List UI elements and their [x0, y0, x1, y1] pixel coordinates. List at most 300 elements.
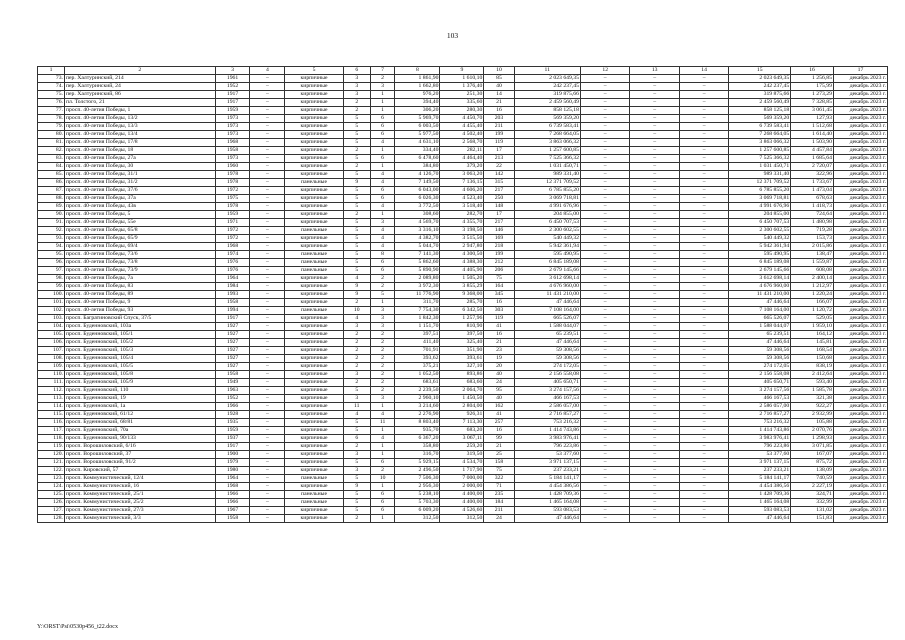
table-row [38, 299, 888, 307]
table-cell: просп. 40-летия Победы, 73/6 [64, 251, 215, 259]
table-cell: 4 126,70 [395, 171, 440, 179]
table-cell: 4 [370, 235, 395, 243]
table-cell: 5 929,15 [395, 459, 440, 467]
table-cell: – [679, 131, 728, 139]
table-cell: кирпичные [285, 283, 343, 291]
table-cell: 2 932,99 [791, 411, 834, 419]
table-row [38, 371, 888, 379]
table-cell: 1973 [215, 115, 250, 123]
table-cell: 92. [38, 227, 65, 235]
table-cell: 59 308,56 [514, 355, 580, 363]
table-cell: 593 083,53 [514, 507, 580, 515]
table-cell: просп. Буденновский, 1а [64, 403, 215, 411]
table-cell: 719,28 [791, 227, 834, 235]
table-cell: 529,05 [791, 315, 834, 323]
table-cell: 217 [484, 219, 514, 227]
table-cell: просп. 40-летия Победы, 83 [64, 283, 215, 291]
table-row [38, 195, 888, 203]
table-cell: – [250, 83, 285, 91]
table-row [38, 219, 888, 227]
table-cell: 19 [484, 355, 514, 363]
table-cell: – [630, 91, 679, 99]
table-cell: кирпичные [285, 355, 343, 363]
table-cell: 128. [38, 515, 65, 523]
table-cell: – [580, 147, 629, 155]
table-cell: кирпичные [285, 171, 343, 179]
table-cell: 2 156 558,08 [729, 371, 791, 379]
table-cell: 8 803,40 [395, 419, 440, 427]
table-cell: 2 400,14 [791, 275, 834, 283]
table-cell: 4 405,90 [440, 267, 484, 275]
table-cell: 40 [484, 83, 514, 91]
table-cell: 1 685,64 [791, 155, 834, 163]
table-cell: 123. [38, 475, 65, 483]
table-cell: кирпичные [285, 299, 343, 307]
table-cell: – [630, 131, 679, 139]
table-cell: декабрь 2023 г. [833, 83, 887, 91]
table-row [38, 179, 888, 187]
table-cell: 11 776,90 [395, 291, 440, 299]
table-cell: 1 614,40 [791, 131, 834, 139]
table-cell: 4 991 676,96 [514, 203, 580, 211]
table-cell: 3 071,85 [791, 443, 834, 451]
table-cell: 1 414 743,86 [729, 427, 791, 435]
table-cell: 127. [38, 507, 65, 515]
table-cell: 82. [38, 147, 65, 155]
table-cell: 4 464,40 [440, 155, 484, 163]
table-cell: 105,88 [791, 419, 834, 427]
column-number-cell: 9 [440, 67, 484, 75]
table-cell: 2 459 560,49 [729, 99, 791, 107]
table-cell: 9 [343, 179, 370, 187]
table-cell: 162 [484, 403, 514, 411]
table-cell: 6 845 189,08 [514, 259, 580, 267]
table-cell: 5 [343, 427, 370, 435]
table-cell: панельные [285, 307, 343, 315]
table-cell: 858 125,18 [729, 107, 791, 115]
table-cell: 5 [343, 115, 370, 123]
table-cell: 375,21 [395, 363, 440, 371]
table-cell: 1975 [215, 195, 250, 203]
column-number-cell: 13 [630, 67, 679, 75]
table-cell: 119 [484, 139, 514, 147]
table-cell: – [250, 419, 285, 427]
table-cell: 126. [38, 499, 65, 507]
table-cell: 1927 [215, 363, 250, 371]
table-cell: 169 [484, 235, 514, 243]
table-cell: 1972 [215, 235, 250, 243]
table-cell: декабрь 2023 г. [833, 91, 887, 99]
table-cell: – [580, 387, 629, 395]
table-cell: 1958 [215, 371, 250, 379]
table-cell: 2 [343, 379, 370, 387]
table-cell: – [630, 211, 679, 219]
table-cell: – [630, 227, 679, 235]
table-cell: декабрь 2023 г. [833, 99, 887, 107]
table-cell: 105. [38, 331, 65, 339]
table-cell: – [250, 91, 285, 99]
table-cell: – [630, 483, 679, 491]
table-cell: 2 [370, 371, 395, 379]
table-cell: 25 [484, 451, 514, 459]
table-cell: 2 [370, 379, 395, 387]
table-cell: декабрь 2023 г. [833, 387, 887, 395]
table-cell: 7 525 366,32 [514, 155, 580, 163]
table-cell: – [679, 203, 728, 211]
table-cell: 1959 [215, 107, 250, 115]
table-cell: 6 478,60 [395, 155, 440, 163]
table-row [38, 267, 888, 275]
table-cell: 1 [370, 443, 395, 451]
table-cell: 85 [484, 75, 514, 83]
table-cell: – [630, 315, 679, 323]
table-cell: просп. 40-летия Победы, 43в [64, 203, 215, 211]
table-cell: панельные [285, 227, 343, 235]
table-cell: 116. [38, 419, 65, 427]
table-cell: просп. Буденновский, 105/2 [64, 339, 215, 347]
table-cell: – [679, 427, 728, 435]
table-cell: 2 [370, 387, 395, 395]
table-row [38, 339, 888, 347]
table-cell: 4 534,70 [440, 459, 484, 467]
table-cell: 2 156 558,08 [514, 371, 580, 379]
table-cell: – [580, 227, 629, 235]
table-cell: 2 089,80 [395, 275, 440, 283]
table-cell: 119 [484, 315, 514, 323]
table-cell: 113. [38, 395, 65, 403]
table-cell: 97. [38, 267, 65, 275]
table-cell: 740,59 [791, 475, 834, 483]
table-cell: – [580, 123, 629, 131]
table-cell: 1966 [215, 403, 250, 411]
table-row [38, 347, 888, 355]
table-cell: 6 [343, 435, 370, 443]
table-cell: 5 [343, 195, 370, 203]
table-cell: 319,50 [440, 451, 484, 459]
table-cell: 6 367,20 [395, 435, 440, 443]
table-cell: 1927 [215, 323, 250, 331]
table-cell: просп. Буденновский, 110 [64, 387, 215, 395]
table-cell: 1958 [215, 299, 250, 307]
table-cell: 1928 [215, 411, 250, 419]
table-cell: 6 003,50 [395, 123, 440, 131]
table-cell: 1980 [215, 467, 250, 475]
table-cell: 3 [370, 83, 395, 91]
table-cell: 211 [484, 123, 514, 131]
table-cell: 5 [343, 139, 370, 147]
table-cell: 242 237,45 [729, 83, 791, 91]
table-cell: 2 716 857,27 [514, 411, 580, 419]
table-cell: – [580, 347, 629, 355]
table-cell: – [679, 235, 728, 243]
table-cell: 5 [343, 227, 370, 235]
table-cell: 153,73 [791, 235, 834, 243]
table-cell: 1 [370, 107, 395, 115]
table-cell: 131,02 [791, 507, 834, 515]
table-cell: – [580, 163, 629, 171]
table-cell: 6 845 189,08 [729, 259, 791, 267]
table-cell: кирпичные [285, 443, 343, 451]
table-row [38, 163, 888, 171]
table-cell: – [250, 107, 285, 115]
table-cell: 73. [38, 75, 65, 83]
table-cell: – [630, 339, 679, 347]
table-cell: 1935 [215, 419, 250, 427]
table-cell: – [630, 171, 679, 179]
table-cell: просп. Буденновский, 70а [64, 427, 215, 435]
column-number-cell: 11 [514, 67, 580, 75]
table-cell: 122. [38, 467, 65, 475]
table-cell: – [250, 251, 285, 259]
table-cell: 384,80 [395, 163, 440, 171]
table-cell: 2 [370, 283, 395, 291]
table-cell: 119. [38, 443, 65, 451]
table-cell: 569 359,20 [514, 115, 580, 123]
table-cell: 3 515,50 [440, 235, 484, 243]
table-cell: 540 449,32 [729, 235, 791, 243]
table-cell: 2 960,10 [395, 395, 440, 403]
table-cell: 5 [343, 475, 370, 483]
table-cell: – [250, 267, 285, 275]
table-cell: 5 [343, 131, 370, 139]
table-cell: 1 [370, 91, 395, 99]
table-cell: 6 009,20 [395, 507, 440, 515]
table-cell: 4 [370, 411, 395, 419]
table-cell: – [250, 219, 285, 227]
table-cell: 47 446,64 [729, 515, 791, 523]
table-cell: 4 676 960,00 [514, 283, 580, 291]
table-cell: 78. [38, 115, 65, 123]
table-cell: 4 454 386,56 [514, 483, 580, 491]
table-cell: 2 804,00 [440, 403, 484, 411]
table-cell: 285,70 [440, 299, 484, 307]
table-cell: – [250, 507, 285, 515]
table-cell: 257 [484, 419, 514, 427]
table-cell: – [630, 291, 679, 299]
table-cell: 394,40 [395, 99, 440, 107]
table-cell: 2 568,70 [440, 139, 484, 147]
table-cell: 4 526,60 [440, 507, 484, 515]
table-cell: – [630, 115, 679, 123]
table-cell: 4 502,40 [440, 131, 484, 139]
table-cell: декабрь 2023 г. [833, 307, 887, 315]
table-cell: 5 044,70 [395, 243, 440, 251]
table-cell: 2 [370, 355, 395, 363]
table-cell: 3 863 066,32 [729, 139, 791, 147]
table-cell: – [630, 99, 679, 107]
table-cell: 250 [484, 195, 514, 203]
table-cell: – [250, 347, 285, 355]
table-cell: 796 223,86 [514, 443, 580, 451]
table-cell: просп. Багратиновский Спуск, 37/5 [64, 315, 215, 323]
table-cell: декабрь 2023 г. [833, 139, 887, 147]
table-cell: – [580, 379, 629, 387]
table-cell: 3 061,45 [791, 107, 834, 115]
table-cell: 106. [38, 339, 65, 347]
table-cell: кирпичные [285, 107, 343, 115]
table-cell: декабрь 2023 г. [833, 419, 887, 427]
table-cell: 101. [38, 299, 65, 307]
table-cell: 1937 [215, 435, 250, 443]
table-cell: 4 382,70 [395, 235, 440, 243]
table-cell: 5 [343, 491, 370, 499]
table-cell: 1 [370, 483, 395, 491]
table-cell: 212 [484, 259, 514, 267]
table-cell: – [580, 307, 629, 315]
table-cell: 89. [38, 203, 65, 211]
table-cell: 1978 [215, 179, 250, 187]
table-cell: 595 490,95 [514, 251, 580, 259]
table-cell: – [630, 139, 679, 147]
table-cell: – [679, 243, 728, 251]
table-cell: просп. Буденновский, 90/133 [64, 435, 215, 443]
table-cell: 2 720,07 [791, 163, 834, 171]
table-cell: декабрь 2023 г. [833, 155, 887, 163]
table-cell: 6 739 583,41 [514, 123, 580, 131]
table-cell: – [679, 107, 728, 115]
table-cell: – [630, 283, 679, 291]
table-cell: – [630, 259, 679, 267]
table-cell: 242 237,45 [514, 83, 580, 91]
table-cell: просп. 40-летия Победы, 37а [64, 195, 215, 203]
table-cell: 237 233,21 [514, 467, 580, 475]
table-cell: 325,40 [440, 339, 484, 347]
table-row [38, 395, 888, 403]
table-cell: кирпичные [285, 371, 343, 379]
table-cell: 85. [38, 171, 65, 179]
table-cell: 2 [343, 147, 370, 155]
table-cell: декабрь 2023 г. [833, 115, 887, 123]
table-cell: 1967 [215, 507, 250, 515]
table-cell: декабрь 2023 г. [833, 355, 887, 363]
table-cell: – [630, 355, 679, 363]
table-row [38, 83, 888, 91]
table-cell: просп. Ворошиловский, 91/2 [64, 459, 215, 467]
table-cell: пл. Толстого, 21 [64, 99, 215, 107]
table-cell: 3 [343, 395, 370, 403]
table-cell: просп. 40-летия Победы, 30 [64, 163, 215, 171]
table-cell: 20 [484, 363, 514, 371]
table-cell: – [630, 187, 679, 195]
table-row [38, 427, 888, 435]
table-cell: 108. [38, 355, 65, 363]
table-cell: 2 227,19 [791, 483, 834, 491]
table-cell: 3 274 157,56 [514, 387, 580, 395]
table-cell: 810,90 [440, 323, 484, 331]
table-cell: 65 239,51 [729, 331, 791, 339]
table-cell: – [630, 379, 679, 387]
table-cell: декабрь 2023 г. [833, 267, 887, 275]
table-cell: 838,19 [791, 363, 834, 371]
table-cell: 4 454 386,56 [729, 483, 791, 491]
table-cell: 88. [38, 195, 65, 203]
table-cell: – [679, 403, 728, 411]
table-cell: 665 526,07 [514, 315, 580, 323]
table-cell: декабрь 2023 г. [833, 451, 887, 459]
table-cell: – [250, 515, 285, 523]
table-cell: декабрь 2023 г. [833, 331, 887, 339]
table-cell: кирпичные [285, 315, 343, 323]
table-cell: 124. [38, 483, 65, 491]
table-cell: 21 [484, 99, 514, 107]
table-cell: 237 233,21 [729, 467, 791, 475]
table-cell: 7 000,00 [440, 475, 484, 483]
column-number-cell: 7 [370, 67, 395, 75]
table-cell: 2 000,00 [440, 483, 484, 491]
table-cell: 2 [343, 331, 370, 339]
table-cell: 569 359,20 [729, 115, 791, 123]
table-row [38, 515, 888, 523]
table-row [38, 355, 888, 363]
table-cell: – [250, 283, 285, 291]
table-cell: 4 [370, 243, 395, 251]
table-cell: 316,70 [395, 451, 440, 459]
table-cell: – [250, 371, 285, 379]
table-cell: 701,91 [395, 347, 440, 355]
table-cell: – [580, 419, 629, 427]
table-cell: 2 [370, 275, 395, 283]
table-cell: 1 588 044,07 [514, 323, 580, 331]
table-cell: – [250, 203, 285, 211]
table-cell: – [580, 315, 629, 323]
table-cell: 280,30 [440, 107, 484, 115]
table-cell: панельные [285, 179, 343, 187]
table-cell: 107. [38, 347, 65, 355]
table-cell: 47 446,64 [514, 299, 580, 307]
table-cell: 79. [38, 123, 65, 131]
table-cell: 6 [370, 131, 395, 139]
table-cell: 393,62 [395, 355, 440, 363]
table-cell: 1973 [215, 123, 250, 131]
table-cell: – [630, 163, 679, 171]
table-cell: 858 125,18 [514, 107, 580, 115]
table-cell: 47 446,64 [514, 515, 580, 523]
table-cell: просп. 40-летия Победы, 9 [64, 299, 215, 307]
table-cell: – [580, 283, 629, 291]
table-cell: – [580, 323, 629, 331]
table-cell: – [580, 139, 629, 147]
table-cell: – [580, 187, 629, 195]
table-cell: 138,09 [791, 467, 834, 475]
table-cell: – [630, 363, 679, 371]
table-cell: 1976 [215, 267, 250, 275]
table-cell: кирпичные [285, 203, 343, 211]
table-cell: 24 [484, 515, 514, 523]
table-cell: 146 [484, 227, 514, 235]
table-cell: 319 875,66 [729, 91, 791, 99]
table-cell: 7 328,85 [791, 99, 834, 107]
table-cell: 9 368,00 [440, 291, 484, 299]
table-cell: – [580, 243, 629, 251]
table-cell: 1 559,87 [791, 259, 834, 267]
table-cell: – [679, 451, 728, 459]
table-row [38, 363, 888, 371]
table-cell: – [679, 387, 728, 395]
table-cell: 114. [38, 403, 65, 411]
table-cell: – [679, 163, 728, 171]
table-cell: 1 212,97 [791, 283, 834, 291]
table-cell: 65 239,51 [514, 331, 580, 339]
table-cell: 315 [484, 179, 514, 187]
table-cell: 976,20 [395, 91, 440, 99]
table-cell: – [679, 411, 728, 419]
table-cell: 151,83 [791, 515, 834, 523]
table-cell: декабрь 2023 г. [833, 123, 887, 131]
table-cell: 2 [343, 363, 370, 371]
table-cell: 327,10 [440, 363, 484, 371]
table-cell: – [250, 379, 285, 387]
table-row [38, 211, 888, 219]
